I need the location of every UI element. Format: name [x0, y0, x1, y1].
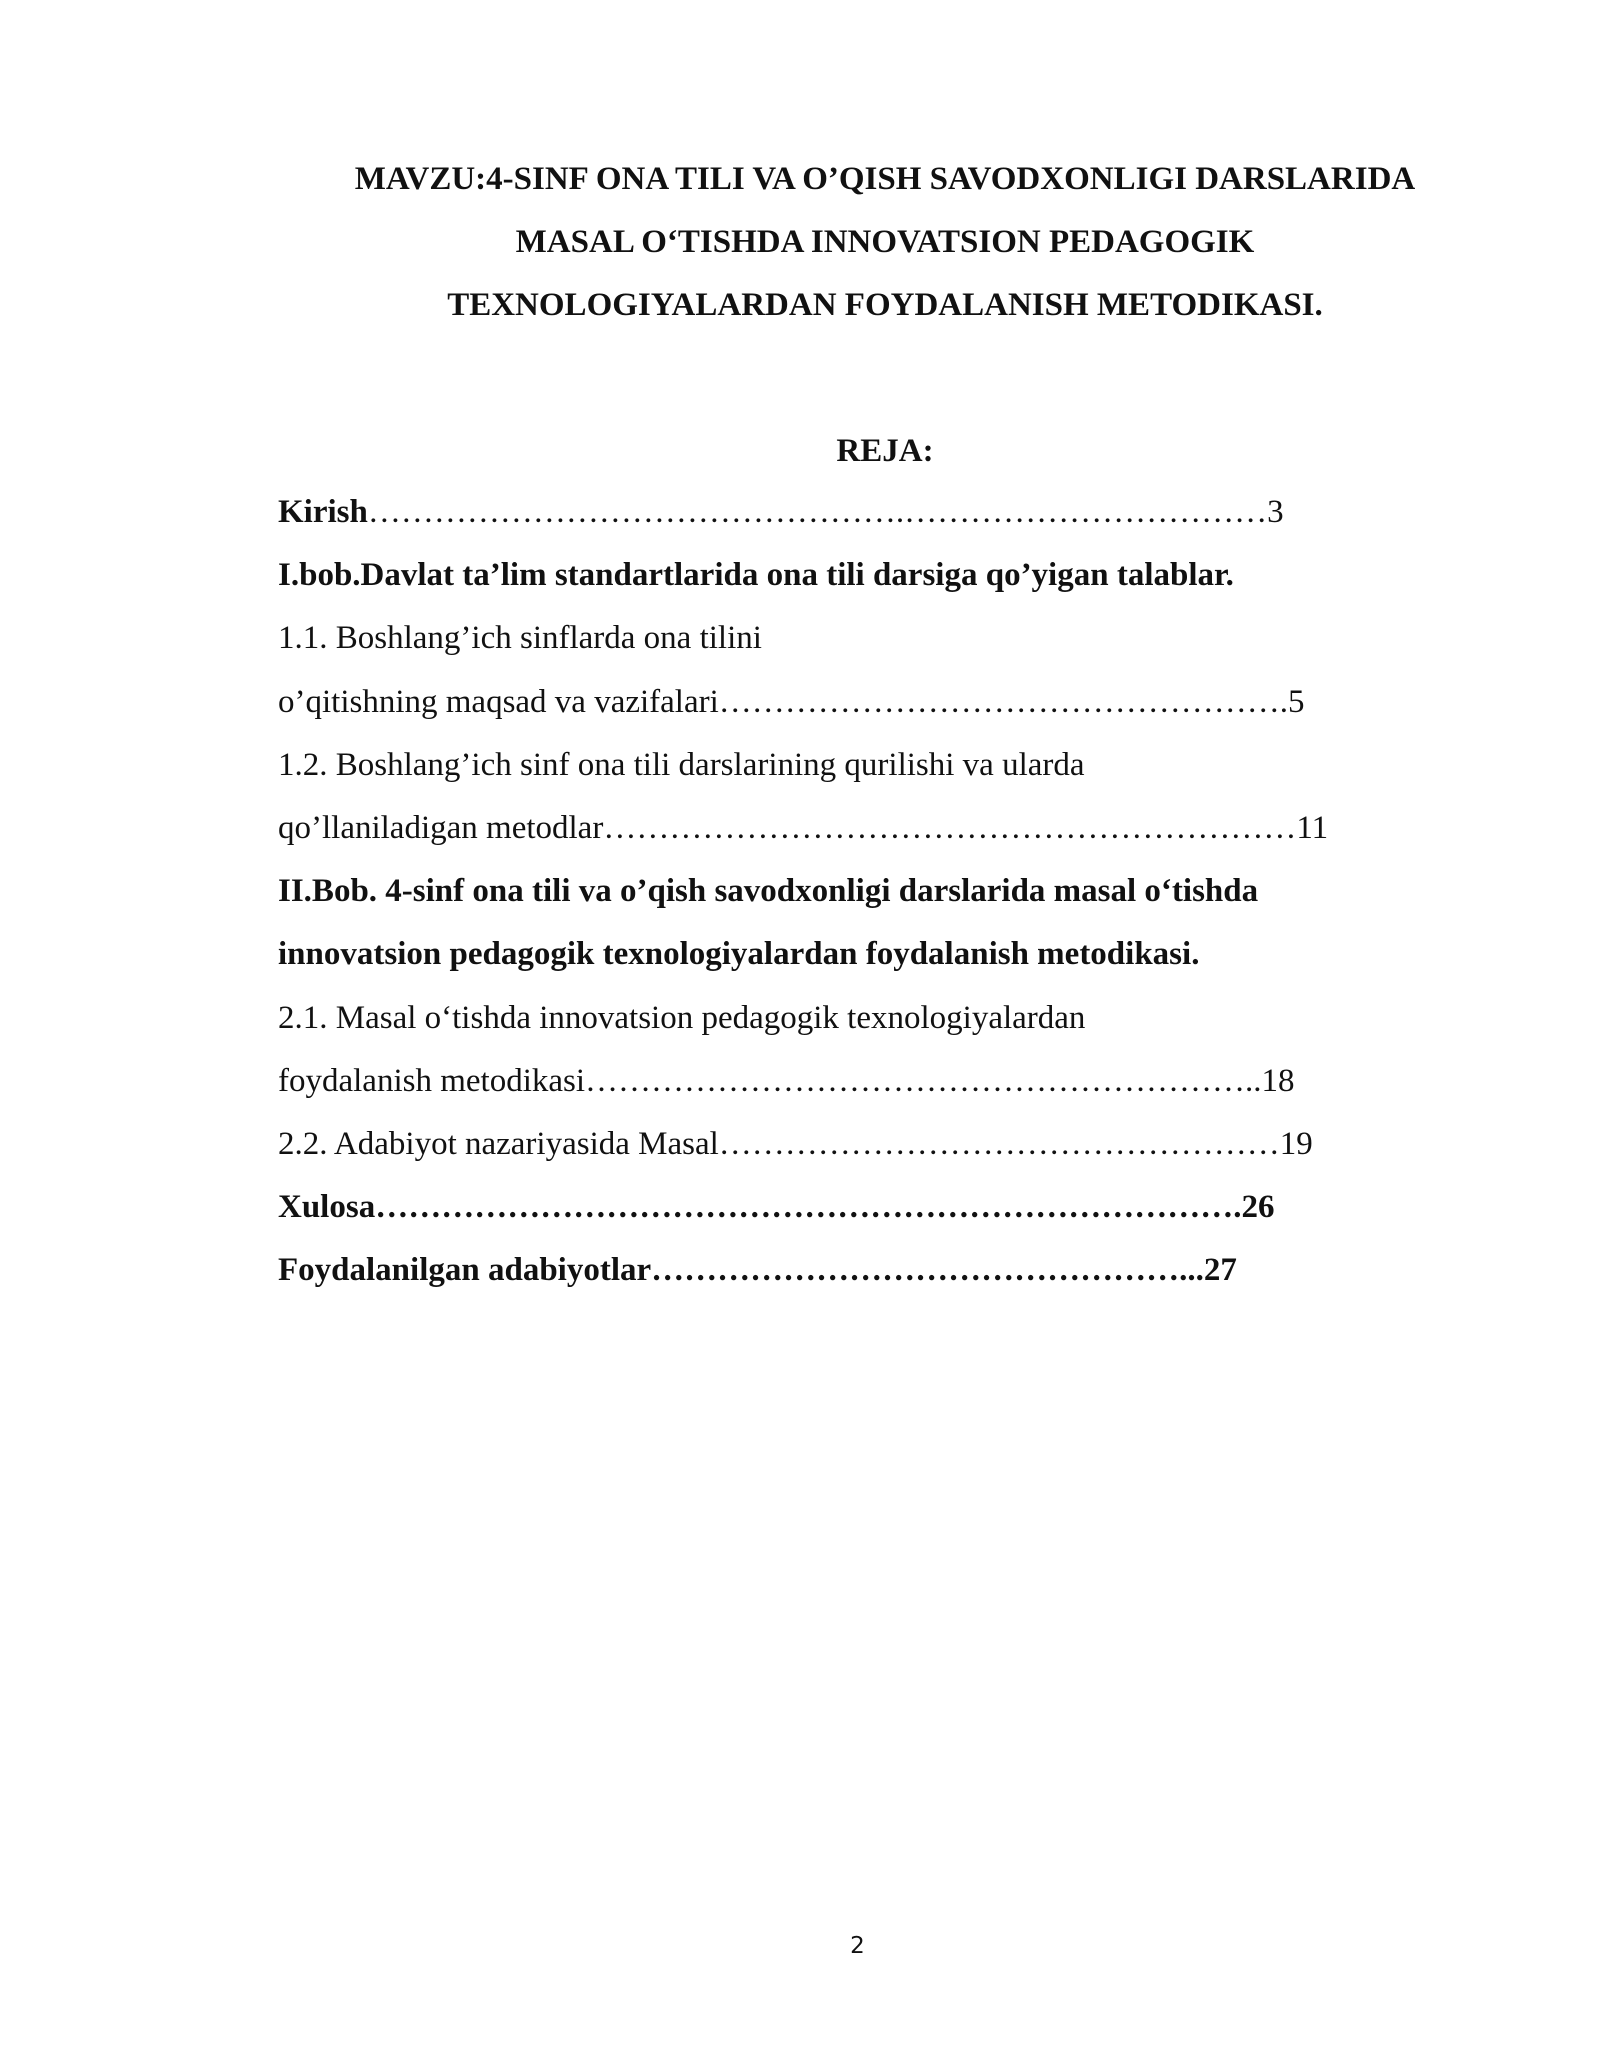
toc-page-number: 3 — [1267, 494, 1284, 530]
toc-entry-text: o’qitishning maqsad va vazifalari — [278, 683, 719, 720]
toc-entry-text: 2.2. Adabiyot nazariyasida Masal — [278, 1125, 719, 1162]
toc-leader-dots: …………………………………………... — [651, 1252, 1204, 1289]
toc-entry-text: 1.1. Boshlang’ich sinflarda ona tilini — [278, 620, 762, 657]
toc-entry-text: innovatsion pedagogik texnologiyalardan foydalanish metodikasi. — [278, 936, 1200, 973]
toc-entry-2-2 — [278, 1113, 1458, 1176]
toc-chapter-2-heading-line-1 — [278, 860, 1458, 923]
toc-entry-text: Kirish — [278, 494, 368, 530]
toc-entry-1-2-line-1 — [278, 734, 1458, 797]
document-title — [270, 148, 1500, 337]
toc-page-number: 11 — [1296, 809, 1329, 846]
toc-entry-1-1-line-2 — [278, 671, 1458, 734]
toc-leader-dots: …………………………………………… — [718, 1125, 1280, 1162]
toc-page-number: 27 — [1203, 1252, 1237, 1289]
toc-leader-dots: ……………………………………………………………………. — [375, 1189, 1242, 1226]
toc-page-number: 18 — [1261, 1062, 1295, 1099]
toc-chapter-2-heading-line-2 — [278, 923, 1458, 986]
page-number: 2 — [850, 1933, 865, 1959]
toc-entry-1-2-line-2 — [278, 797, 1458, 860]
toc-entry-text: foydalanish metodikasi — [278, 1062, 586, 1099]
toc-entry-kirish — [278, 481, 1458, 544]
toc-entry-text: 2.1. Masal o‘tishda innovatsion pedagogik texnologiyalardan — [278, 999, 1086, 1036]
title-line: MAVZU:4-SINF ONA TILI VA O’QISH SAVODXONLIGI DARSLARIDA — [354, 161, 1416, 197]
toc-entry-text: I.bob.Davlat ta’lim standartlarida ona tili darsiga qo’yigan talablar. — [278, 557, 1234, 594]
toc-page-number: 19 — [1279, 1125, 1313, 1162]
toc-entry-text: Xulosa — [278, 1189, 376, 1226]
toc-entry-text: Foydalanilgan adabiyotlar — [278, 1252, 652, 1289]
toc-leader-dots: ……………………………………………. — [718, 683, 1289, 720]
toc-entry-2-1-line-1 — [278, 987, 1458, 1050]
toc-page-number: 5 — [1288, 683, 1305, 720]
toc-entry-text: II.Bob. 4-sinf ona tili va o’qish savodxonligi darslarida masal o‘tishda — [278, 873, 1259, 910]
title-line: MASAL O‘TISHDA INNOVATSION PEDAGOGIK — [515, 224, 1255, 260]
toc-entry-1-1-line-1 — [278, 607, 1458, 670]
toc-page-number: 26 — [1241, 1189, 1275, 1226]
title-line: TEXNOLOGIYALARDAN FOYDALANISH METODIKASI. — [447, 287, 1323, 323]
toc-leader-dots: ………………………………………….…………………………… — [367, 494, 1268, 530]
toc-entry-xulosa — [278, 1176, 1458, 1239]
toc-chapter-1-heading — [278, 544, 1458, 607]
plan-heading: REJA: — [836, 433, 934, 469]
toc-leader-dots: ……………………………………………………… — [603, 809, 1297, 846]
toc-entry-2-1-line-2 — [278, 1050, 1458, 1113]
toc-entry-references — [278, 1239, 1458, 1302]
toc-leader-dots: …………………………………………………….. — [585, 1062, 1262, 1099]
table-of-contents — [278, 481, 1458, 1302]
toc-entry-text: qo’llaniladigan metodlar — [278, 809, 604, 846]
toc-entry-text: 1.2. Boshlang’ich sinf ona tili darslarining qurilishi va ularda — [278, 746, 1085, 783]
